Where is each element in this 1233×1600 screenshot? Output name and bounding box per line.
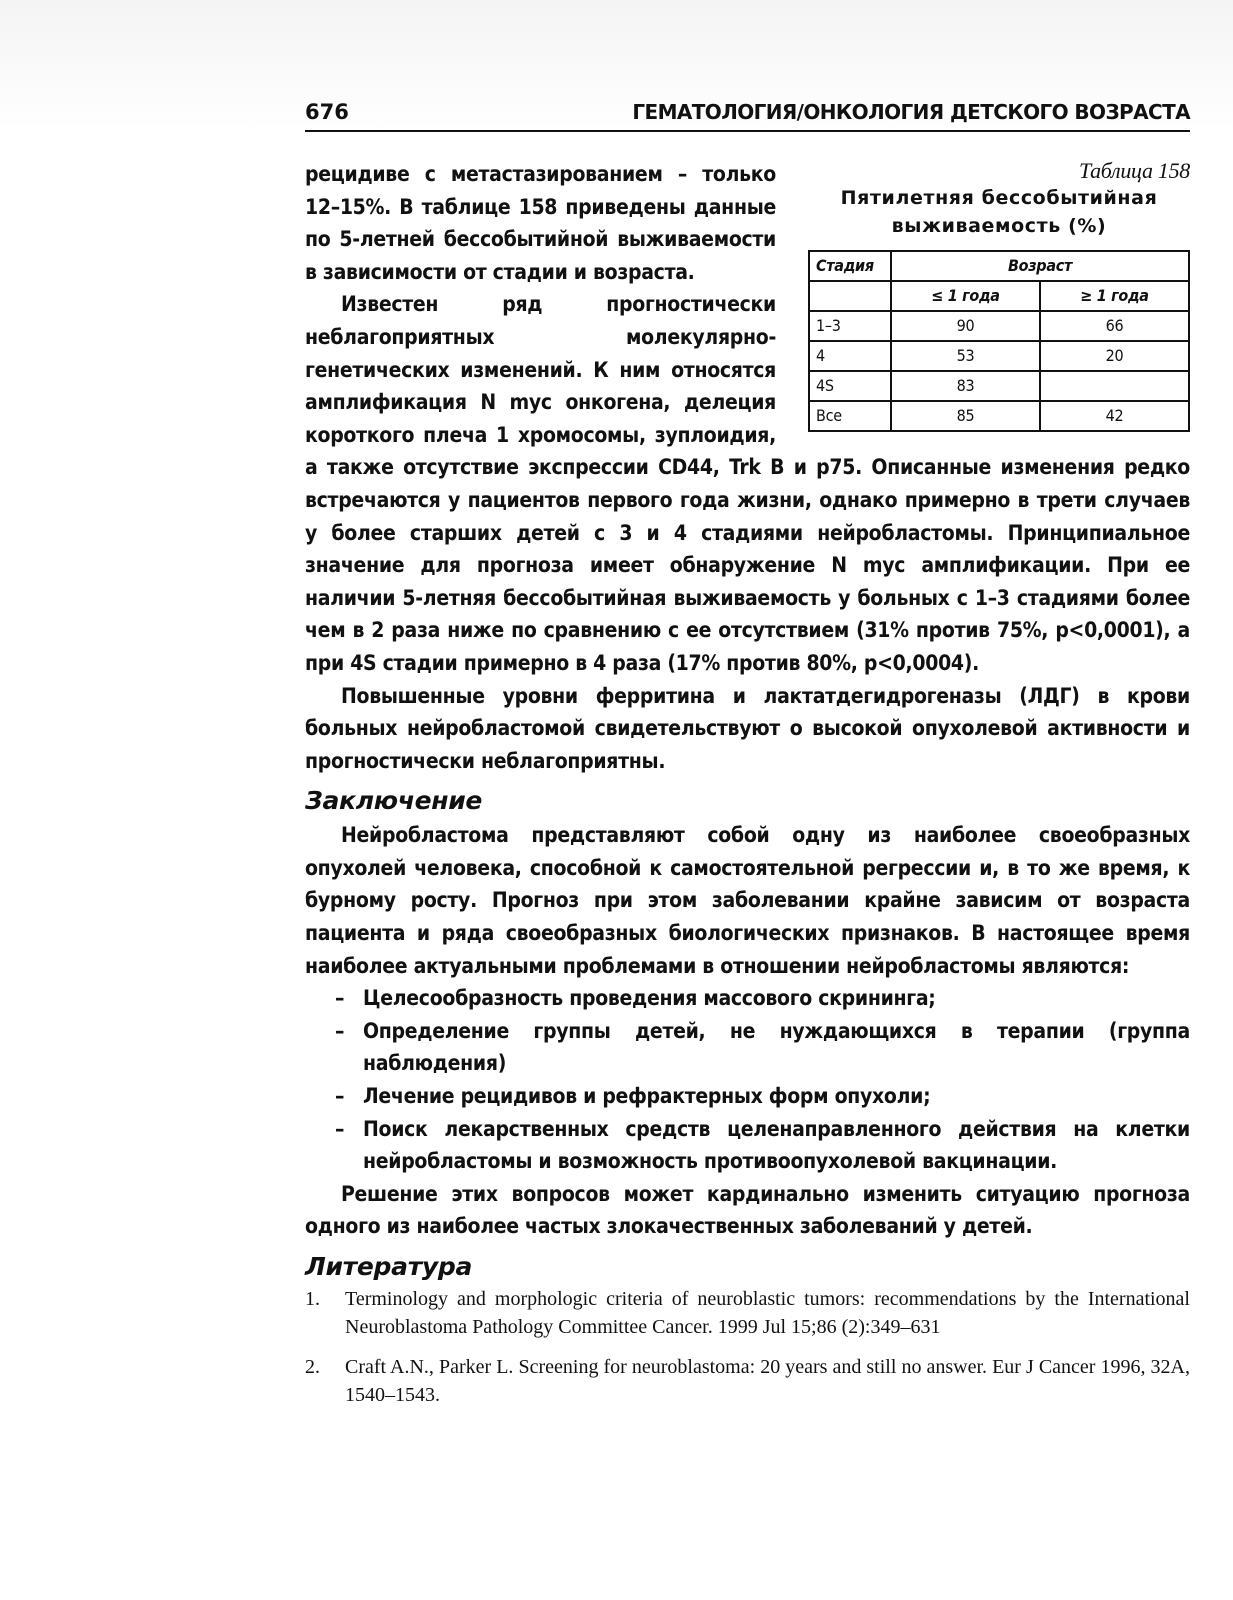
paragraph-3: Повышенные уровни ферритина и лактатдегидрогеназы (ЛДГ) в крови больных нейробластомой свидетельствуют о высокой опухолевой активности и прогностически неблагоприятны.: [305, 683, 1190, 773]
heading-conclusion: Заключение: [305, 786, 483, 816]
page-number: 676: [305, 100, 349, 124]
reference-item: [305, 1353, 1190, 1409]
reference-text: Terminology and morphologic criteria of neuroblastic tumors: recommendations by the International Neuroblastoma Pathology Committee Cancer. 1999 Jul 15;86 (2):349–631: [345, 1288, 1190, 1338]
table-title: Пятилетняя бессобытийная выживаемость (%): [840, 187, 1158, 237]
table-header-row: [809, 251, 1189, 281]
body-text: [305, 158, 1190, 1421]
list-item: – Целесообразность проведения массового скрининга;: [363, 982, 1190, 1015]
list-item: – Лечение рецидивов и рефрактерных форм опухоли;: [363, 1080, 1190, 1113]
paragraph-5: Решение этих вопросов может кардинально изменить ситуацию прогноза одного из наиболее частых злокачественных заболеваний у детей.: [305, 1181, 1190, 1239]
list-item: – Определение группы детей, не нуждающихся в терапии (группа наблюдения): [363, 1015, 1190, 1080]
ge1-cell: [1040, 371, 1189, 401]
stage-cell: Все: [809, 401, 891, 431]
col-le1-header: ≤ 1 года: [891, 281, 1040, 311]
ge1-cell: 42: [1040, 401, 1189, 431]
table-row: [809, 401, 1189, 431]
le1-cell: 53: [891, 341, 1040, 371]
table-row: [809, 371, 1189, 401]
ge1-cell: 66: [1040, 311, 1189, 341]
reference-list: [305, 1285, 1190, 1409]
table-number: Таблица 158: [1078, 158, 1190, 183]
col-ge1-header: ≥ 1 года: [1040, 281, 1189, 311]
problems-list: [305, 982, 1190, 1178]
le1-cell: 90: [891, 311, 1040, 341]
le1-cell: 83: [891, 371, 1040, 401]
page-header: [305, 100, 1190, 132]
col-age-header: Возраст: [891, 251, 1189, 281]
reference-number: 2.: [305, 1356, 320, 1378]
table-subheader-row: [809, 281, 1189, 311]
stage-cell: 4S: [809, 371, 891, 401]
paragraph-1: рецидиве с метастазированием – только 12–15%. В таблице 158 приведены данные по 5-летней бессобытийной выживаемости в зависимости от стадии и возраста.: [305, 162, 776, 284]
paragraph-4: Нейробластома представляют собой одну из наиболее своеобразных опухолей человека, способной к самостоятельной регрессии и, в то же время, к бурному росту. Прогноз при этом заболевании крайне зависим от возраста пациента и ряда своеобразных биологических признаков. В настоящее время наиболее актуальными проблемами в отношении нейробластомы являются:: [305, 823, 1190, 978]
ge1-cell: 20: [1040, 341, 1189, 371]
stage-cell: 1–3: [809, 311, 891, 341]
empty-cell: [809, 281, 891, 311]
reference-number: 1.: [305, 1288, 320, 1310]
list-item: – Поиск лекарственных средств целенаправленного действия на клетки нейробластомы и возможность противоопухолевой вакцинации.: [363, 1113, 1190, 1178]
running-title: ГЕМАТОЛОГИЯ/ОНКОЛОГИЯ ДЕТСКОГО ВОЗРАСТА: [632, 100, 1190, 124]
le1-cell: 85: [891, 401, 1040, 431]
survival-table: [808, 250, 1190, 432]
paragraph-2: Известен ряд прогностически неблагоприятных молекулярно-генетических изменений. К ним относятся амплификация N myc онкогена, делеция короткого плеча 1 хромосомы, зуплоидия, а также отсутствие экспрессии CD44, Trk B и p75. Описанные изменения редко встречаются у пациентов первого года жизни, однако примерно в трети случаев у более старших детей с 3 и 4 стадиями нейробластомы. Принципиальное значение для прогноза имеет обнаружение N myc амплификации. При ее наличии 5-летняя бессобытийная выживаемость у больных с 1–3 стадиями более чем в 2 раза ниже по сравнению с ее отсутствием (31% против 75%, p<0,0001), а при 4S стадии примерно в 4 раза (17% против 80%, p<0,0004).: [305, 292, 1190, 675]
col-stage-header: Стадия: [809, 251, 891, 281]
heading-literature: Литература: [305, 1252, 473, 1281]
reference-text: Craft A.N., Parker L. Screening for neuroblastoma: 20 years and still no answer. Eur J Cancer 1996, 32A, 1540–1543.: [345, 1356, 1190, 1406]
table-158: [808, 158, 1190, 432]
table-row: [809, 341, 1189, 371]
stage-cell: 4: [809, 341, 891, 371]
reference-item: [305, 1285, 1190, 1341]
table-row: [809, 311, 1189, 341]
